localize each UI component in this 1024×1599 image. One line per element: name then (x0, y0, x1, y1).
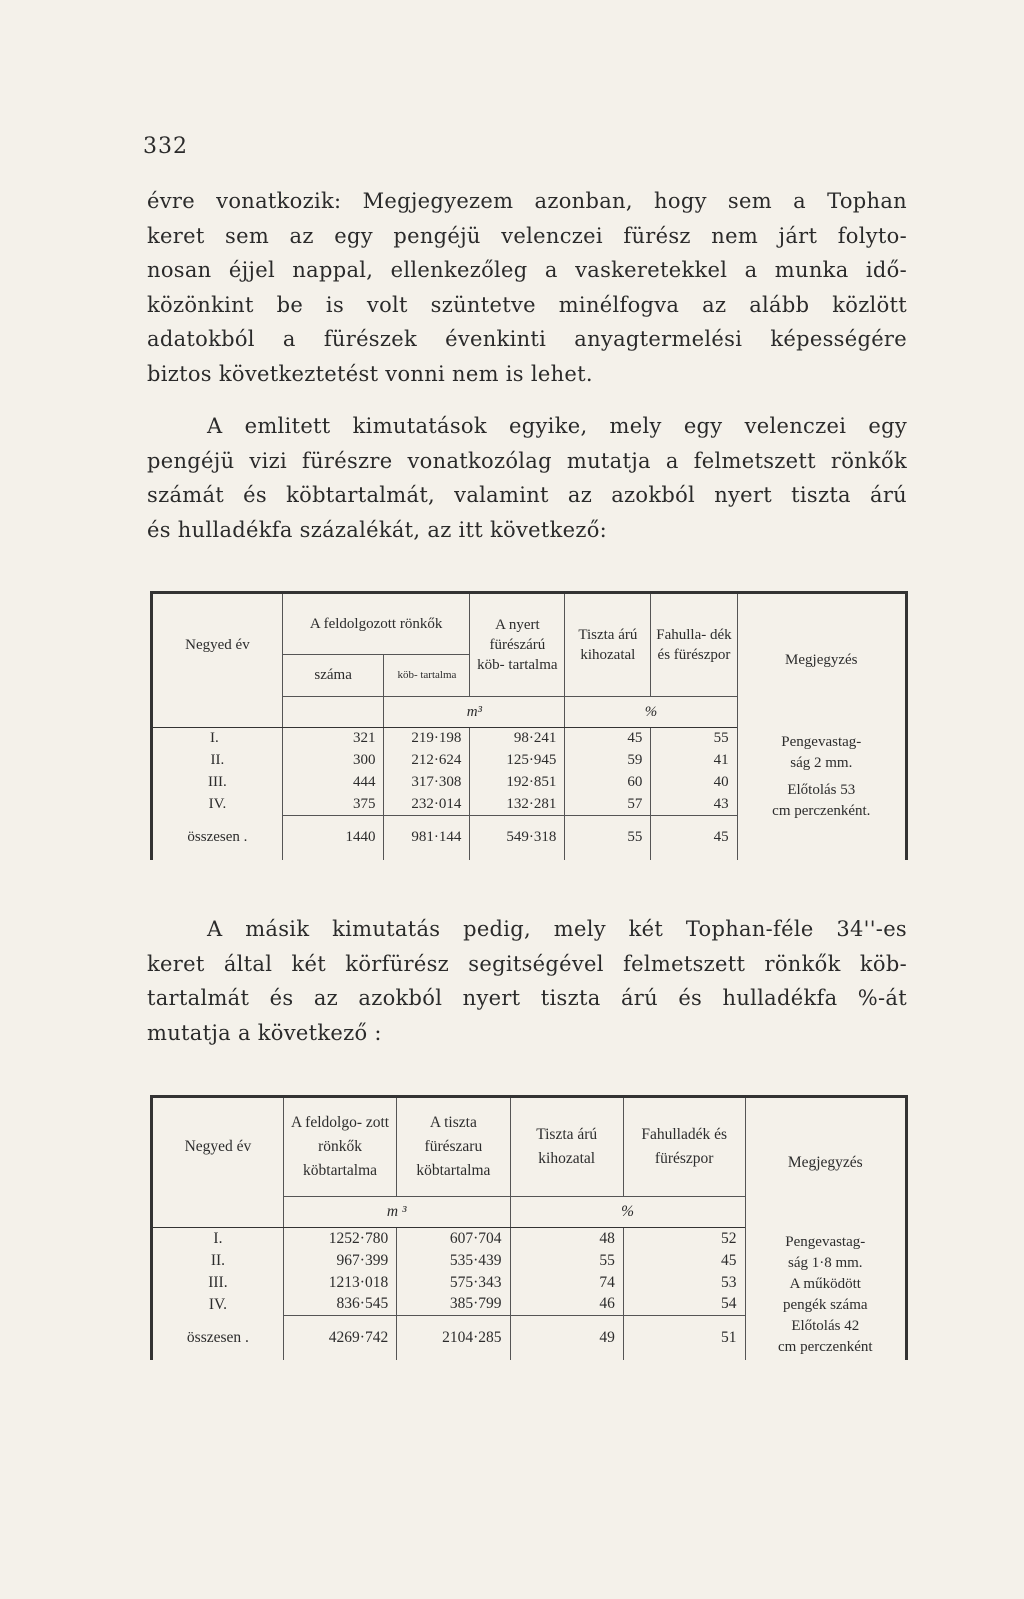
cell-quarter: III. (152, 1272, 284, 1294)
table-circular-saw (150, 1095, 908, 1360)
cell-obtained: 125·945 (470, 750, 565, 772)
text-line: biztos következtetést vonni nem is lehet. (147, 361, 593, 386)
cell-quarter: II. (152, 750, 283, 772)
header-waste: Fahulladék és fürészpor (623, 1097, 745, 1197)
cell-count: 300 (282, 750, 384, 772)
cell-clean: 74 (510, 1272, 623, 1294)
header-remarks: Megjegyzés (737, 593, 906, 728)
remark-line: Pengevastag- (785, 1233, 866, 1250)
units-blank (282, 697, 384, 728)
cell-clean-volume: 535·439 (397, 1250, 510, 1272)
header-quarter: Negyed év (152, 593, 283, 697)
text-line: és hulladékfa százalékát, az itt következő: (147, 517, 608, 542)
cell-quarter: I. (152, 728, 283, 750)
text-line: nosan éjjel nappal, ellenkezőleg a vaskeretekkel a munka idő- (147, 258, 907, 282)
cell-quarter: I. (152, 1228, 284, 1250)
text-line: pengéjü vizi fürészre vonatkozólag mutatja a felmetszett rönkők (147, 448, 907, 473)
units-blank (152, 697, 283, 728)
unit-m3: m³ (384, 697, 565, 728)
cell-quarter: IV. (152, 1294, 284, 1316)
cell-obtained: 132·281 (470, 794, 565, 816)
header-processed-volume: A feldolgo- zott rönkők köbtartalma (283, 1097, 396, 1197)
text-line: évre vonatkozik: Megjegyezem azonban, hogy sem a Tophan (147, 189, 907, 213)
cell-clean: 45 (565, 728, 651, 750)
text-line: A emlitett kimutatások egyike, mely egy velenczei egy (207, 414, 907, 438)
remark-line: Előtolás 53 (787, 781, 856, 798)
text-line: A másik kimutatás pedig, mely két Tophan-féle 34''-es (207, 917, 907, 941)
cell-volume: 981·144 (384, 816, 470, 860)
remark-line: pengék száma (783, 1296, 868, 1313)
header-count: száma (282, 655, 384, 697)
header-obtained-volume: A nyert fürészárú köb- tartalma (470, 593, 565, 697)
cell-count: 444 (282, 772, 384, 794)
cell-waste: 45 (623, 1250, 745, 1272)
cell-clean-volume: 2104·285 (397, 1316, 510, 1360)
cell-volume: 212·624 (384, 750, 470, 772)
cell-clean: 59 (565, 750, 651, 772)
header-clean-yield: Tiszta árú kihozatal (565, 593, 651, 697)
remark-line: ság 1·8 mm. (787, 1254, 863, 1271)
cell-waste: 41 (651, 750, 737, 772)
header-processed-logs: A feldolgozott rönkők (282, 593, 470, 655)
cell-clean-volume: 607·704 (397, 1228, 510, 1250)
cell-obtained: 192·851 (470, 772, 565, 794)
header-clean-yield: Tiszta árú kihozatal (510, 1097, 623, 1197)
remark-line: A működött (789, 1275, 861, 1292)
table-single-blade-saw (150, 591, 908, 860)
cell-volume: 317·308 (384, 772, 470, 794)
cell-clean: 55 (510, 1250, 623, 1272)
unit-percent: % (510, 1197, 745, 1228)
cell-waste: 40 (651, 772, 737, 794)
cell-waste: 43 (651, 794, 737, 816)
cell-waste: 52 (623, 1228, 745, 1250)
text-line: keret által két körfürész segitségével felmetszett rönkők köb- (147, 951, 907, 976)
cell-clean: 55 (565, 816, 651, 860)
cell-clean: 48 (510, 1228, 623, 1250)
text-line: közönkint be is volt szüntetve minélfogva az alább közlött (147, 292, 907, 317)
paragraph-second-report (147, 912, 907, 1050)
cell-volume: 232·014 (384, 794, 470, 816)
text-line: mutatja a következő : (147, 1020, 382, 1045)
unit-m3: m ³ (283, 1197, 510, 1228)
page-number: 332 (143, 134, 188, 159)
cell-processed: 4269·742 (283, 1316, 396, 1360)
cell-processed: 836·545 (283, 1294, 396, 1316)
cell-total-label: összesen . (152, 1316, 284, 1360)
unit-percent: % (565, 697, 737, 728)
cell-volume: 219·198 (384, 728, 470, 750)
cell-clean: 49 (510, 1316, 623, 1360)
cell-clean: 60 (565, 772, 651, 794)
table-header-row (152, 593, 907, 655)
remarks-cell (737, 728, 906, 860)
cell-processed: 967·399 (283, 1250, 396, 1272)
text-line: tartalmát és az azokból nyert tiszta árú és hulladékfa %-át (147, 986, 907, 1010)
cell-waste: 53 (623, 1272, 745, 1294)
cell-waste: 54 (623, 1294, 745, 1316)
remark-line: Pengevastag- (781, 733, 862, 750)
text-line: keret sem az egy pengéjü velenczei fürész nem járt folyto- (147, 223, 907, 248)
cell-obtained: 549·318 (470, 816, 565, 860)
cell-processed: 1252·780 (283, 1228, 396, 1250)
text-line: számát és köbtartalmát, valamint az azokból nyert tiszta árú (147, 483, 907, 507)
remark-line: cm perczenként (778, 1338, 873, 1355)
text-line: adatokból a fürészek évenkinti anyagtermelési képességére (147, 327, 907, 351)
table-header-row (152, 1097, 907, 1197)
cell-waste: 45 (651, 816, 737, 860)
cell-quarter: III. (152, 772, 283, 794)
header-volume: köb- tartalma (384, 655, 470, 697)
header-clean-volume: A tiszta fürészaru köbtartalma (397, 1097, 510, 1197)
header-waste: Fahulla- dék és fürészpor (651, 593, 737, 697)
cell-count: 321 (282, 728, 384, 750)
cell-waste: 51 (623, 1316, 745, 1360)
cell-total-label: összesen . (152, 816, 283, 860)
remarks-cell (745, 1228, 906, 1360)
cell-quarter: II. (152, 1250, 284, 1272)
remark-line: Előtolás 42 (791, 1317, 860, 1334)
cell-quarter: IV. (152, 794, 283, 816)
paragraph-first-report (147, 409, 907, 547)
remark-line: ság 2 mm. (790, 754, 853, 771)
cell-obtained: 98·241 (470, 728, 565, 750)
cell-clean-volume: 575·343 (397, 1272, 510, 1294)
cell-clean: 57 (565, 794, 651, 816)
remark-line: cm perczenként. (772, 802, 871, 819)
paragraph-intro (147, 184, 907, 391)
header-quarter: Negyed év (152, 1097, 284, 1197)
cell-count: 1440 (282, 816, 384, 860)
units-blank (152, 1197, 284, 1228)
cell-waste: 55 (651, 728, 737, 750)
table-row (152, 728, 907, 750)
cell-processed: 1213·018 (283, 1272, 396, 1294)
table-row (152, 1228, 907, 1250)
cell-count: 375 (282, 794, 384, 816)
cell-clean-volume: 385·799 (397, 1294, 510, 1316)
header-remarks: Megjegyzés (745, 1097, 906, 1228)
cell-clean: 46 (510, 1294, 623, 1316)
